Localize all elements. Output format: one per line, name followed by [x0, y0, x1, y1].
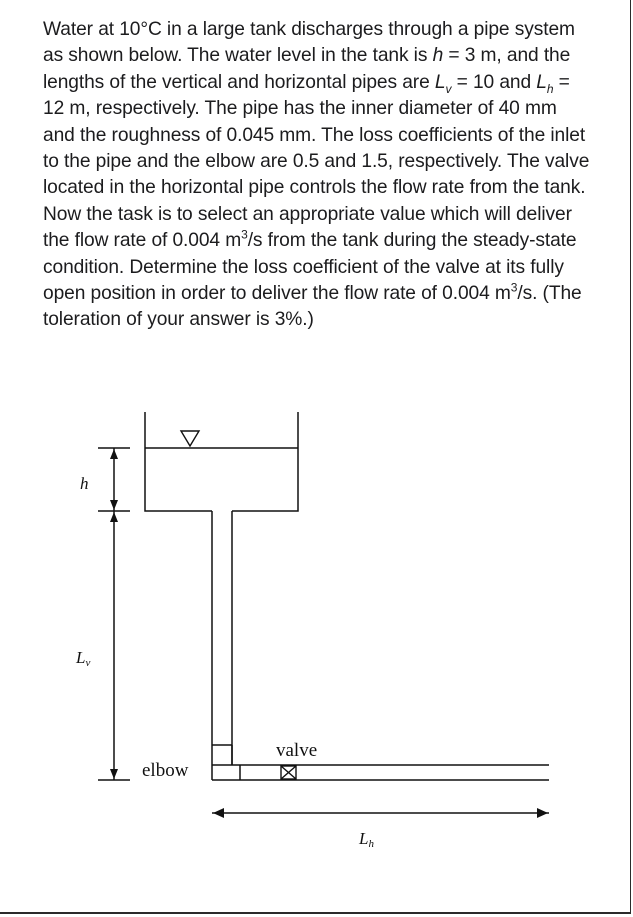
symbol-h: h [432, 45, 444, 67]
subscript-v: v [445, 81, 452, 96]
superscript-3: 3 [241, 227, 248, 242]
pipe-system-diagram [0, 400, 633, 870]
elbow-fitting [212, 745, 240, 780]
label-h: h [80, 474, 89, 493]
tank-outline [145, 412, 298, 511]
symbol-L-v: L [434, 71, 446, 93]
boxed-x-icon [281, 766, 296, 779]
label-elbow: elbow [142, 760, 189, 781]
problem-text-3: = 10 and [451, 71, 537, 93]
inverted-triangle-icon [181, 431, 199, 446]
symbol-L-h: L [536, 71, 547, 93]
label-Lh: Lh [359, 829, 374, 850]
problem-statement [43, 17, 591, 334]
problem-text-6: /s. (The toleration of your answer is 3%.) [43, 283, 582, 331]
problem-text-5: /s from the tank during the steady-state condition. Determine the loss coefficient of the valve at its fully open position in order to deliver the flow rate of 0.004 m [43, 230, 577, 305]
label-valve: valve [276, 740, 318, 761]
label-Lv: Lv [76, 648, 91, 669]
problem-text-1: Water at 10°C in a large tank discharges through a pipe system as shown below. The water level in the tank is [43, 19, 575, 67]
superscript-3-b: 3 [510, 280, 518, 295]
problem-text-2: = 3 m, and the lengths of the vertical and horizontal pipes are [43, 45, 571, 93]
subscript-h: h [546, 81, 554, 96]
problem-text-4: = 12 m, respectively. The pipe has the inner diameter of 40 mm and the roughness of 0.045 mm. The loss coefficients of the inlet to the pipe and the elbow are 0.5 and 1.5, respectively. The valve located in the horizontal pipe controls the flow rate from the tank. Now the task is to select an appropriate value which will deliver the flow rate of 0.004 m [43, 71, 590, 252]
